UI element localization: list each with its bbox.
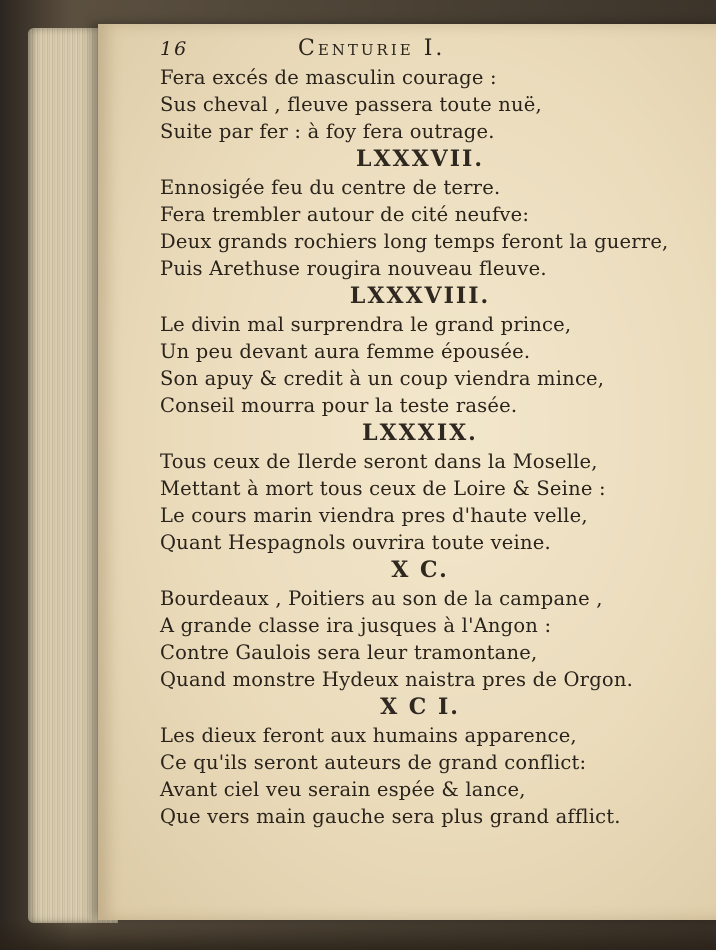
verse-line: Un peu devant aura femme épousée.	[160, 340, 531, 363]
page-number: 16	[160, 38, 189, 60]
running-title: Centurie I.	[298, 36, 446, 61]
quatrain	[160, 145, 680, 282]
verse-line: Avant ciel veu serain espée & lance,	[160, 778, 526, 801]
verse-line: Quand monstre Hydeux naistra pres de Orgon.	[160, 668, 633, 691]
quatrain	[160, 282, 680, 419]
verse-line: Le cours marin viendra pres d'haute velle,	[160, 504, 588, 527]
verse-line: Sus cheval , fleuve passera toute nuë,	[160, 93, 542, 116]
quatrain	[160, 556, 680, 693]
verse-line: Ce qu'ils seront auteurs de grand conflict:	[160, 751, 587, 774]
verse-line: Fera excés de masculin courage :	[160, 66, 497, 89]
quatrain	[160, 419, 680, 556]
verse-line: Bourdeaux , Poitiers au son de la campane ,	[160, 587, 603, 610]
verse-line: Suite par fer : à foy fera outrage.	[160, 120, 495, 143]
verse-line: Contre Gaulois sera leur tramontane,	[160, 641, 538, 664]
verse-line: Son apuy & credit à un coup viendra mince,	[160, 367, 605, 390]
quatrain-number: X C.	[391, 557, 449, 583]
verse-line: Quant Hespagnols ouvrira toute veine.	[160, 531, 551, 554]
quatrain-number: LXXXVII.	[356, 146, 484, 172]
verse-line: Ennosigée feu du centre de terre.	[160, 176, 501, 199]
quatrain-number: X C I.	[380, 694, 460, 720]
verse-line: Conseil mourra pour la teste rasée.	[160, 394, 518, 417]
verse-line: Mettant à mort tous ceux de Loire & Seine :	[160, 477, 606, 500]
quatrain-number: LXXXVIII.	[349, 283, 491, 309]
verse-line: Puis Arethuse rougira nouveau fleuve.	[160, 257, 547, 280]
verse-line: Deux grands rochiers long temps feront la guerre,	[160, 230, 669, 253]
quatrain-number: LXXXIX.	[362, 420, 478, 446]
verse-line: Les dieux feront aux humains apparence,	[160, 724, 577, 747]
verse-line: Que vers main gauche sera plus grand afflict.	[160, 805, 621, 828]
page-header	[160, 36, 680, 64]
verse-line: Fera trembler autour de cité neufve:	[160, 203, 530, 226]
verse-line: Le divin mal surprendra le grand prince,	[160, 313, 572, 336]
bottom-shadow	[0, 920, 716, 950]
opening-stanza	[160, 64, 680, 145]
quatrain	[160, 693, 680, 830]
verse-line: Tous ceux de Ilerde seront dans la Moselle,	[160, 450, 598, 473]
verse-line: A grande classe ira jusques à l'Angon :	[160, 614, 552, 637]
page-text	[160, 36, 680, 830]
